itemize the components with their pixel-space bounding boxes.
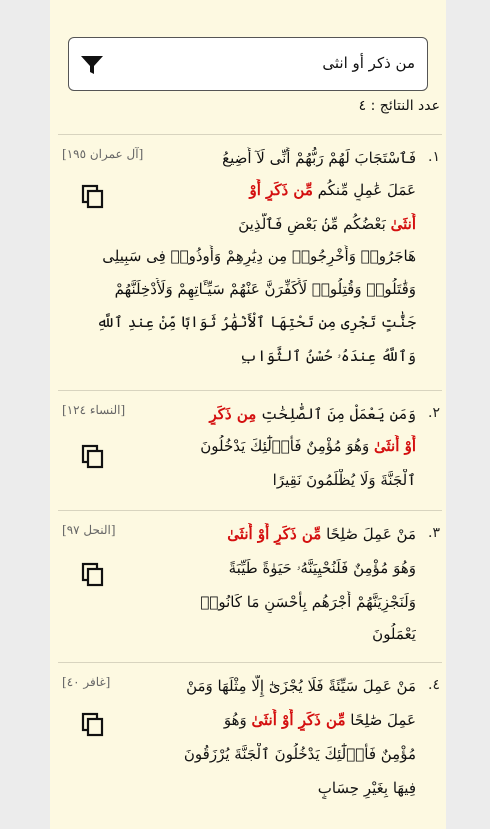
- verse-line: مُؤْمِنٌ فَأُو۟لَٰٓئِكَ يَدْخُلُونَ ٱلْجَنَّةَ يُرْزَقُونَ: [183, 745, 416, 763]
- verse-line: جَنَّٰتٍ تَجْرِى مِن تَحْتِهَا ٱلْأَنْهَٰرُ ثَوَابًا مِّنْ عِندِ ٱللَّهِ: [96, 313, 416, 331]
- right-margin: [446, 0, 490, 829]
- results-count-label: عدد النتائج :: [370, 98, 440, 114]
- result-item-1: [58, 134, 442, 384]
- verse-line: عَمِلَ صَٰلِحًا مِّن ذَكَرٍ أَوْ أُنثَىٰ وَهُوَ: [223, 711, 416, 729]
- result-item-4: [58, 662, 442, 812]
- results-page: [50, 0, 446, 829]
- results-count-value: ٤: [358, 98, 367, 114]
- left-margin: [0, 0, 50, 829]
- result-item-2: [58, 390, 442, 506]
- verse-line: عَمَلَ عَٰمِلٍ مِّنكُم مِّن ذَكَرٍ أَوْ: [249, 181, 416, 199]
- verse-line: وَمَن يَعْمَلْ مِنَ ٱلصَّٰلِحَٰتِ مِن ذَكَرٍ: [209, 405, 416, 423]
- verse-line: وَهُوَ مُؤْمِنٌ فَلَنُحْيِيَنَّهُۥ حَيَوٰةً طَيِّبَةً: [228, 559, 416, 577]
- verse-line: فَٱسْتَجَابَ لَهُمْ رَبُّهُمْ أَنِّى لَآ أُضِيعُ: [222, 149, 416, 167]
- result-item-3: [58, 510, 442, 658]
- copy-icon[interactable]: [80, 443, 106, 469]
- search-box[interactable]: [68, 37, 428, 91]
- verse-reference[interactable]: [غافر ٤٠]: [62, 675, 111, 689]
- verse-line: أُنثَىٰ بَعْضُكُم مِّنۢ بَعْضٍ فَٱلَّذِينَ: [238, 215, 416, 233]
- copy-icon[interactable]: [80, 711, 106, 737]
- result-number: ٢.: [428, 405, 440, 421]
- verse-line: مَنْ عَمِلَ صَٰلِحًا مِّن ذَكَرٍ أَوْ أُنثَىٰ: [227, 525, 416, 543]
- verse-line: وَلَنَجْزِيَنَّهُمْ أَجْرَهُم بِأَحْسَنِ مَا كَانُوا۟: [200, 593, 416, 611]
- result-number: ٤.: [428, 677, 440, 693]
- verse-line: ٱلْجَنَّةَ وَلَا يُظْلَمُونَ نَقِيرًا: [272, 471, 416, 489]
- filter-funnel-icon[interactable]: [79, 52, 105, 78]
- verse-reference[interactable]: [النساء ١٢٤]: [62, 403, 126, 417]
- verse-line: هَاجَرُوا۟ وَأُخْرِجُوا۟ مِن دِيَٰرِهِمْ وَأُوذُوا۟ فِى سَبِيلِى: [102, 247, 416, 265]
- verse-reference[interactable]: [النحل ٩٧]: [62, 523, 116, 537]
- search-query[interactable]: من ذكر أو انثى: [322, 54, 415, 72]
- verse-reference[interactable]: [آل عمران ١٩٥]: [62, 147, 144, 161]
- verse-line: وَٱللَّهُ عِندَهُۥ حُسْنُ ٱلثَّوَابِ: [239, 347, 416, 365]
- result-number: ١.: [428, 149, 440, 165]
- verse-line: مَنْ عَمِلَ سَيِّئَةً فَلَا يُجْزَىٰٓ إِلَّا مِثْلَهَا وَمَنْ: [186, 677, 416, 695]
- verse-line: وَقَٰتَلُوا۟ وَقُتِلُوا۟ لَأُكَفِّرَنَّ عَنْهُمْ سَيِّـَٔاتِهِمْ وَلَأُدْخِلَنَّهُمْ: [114, 280, 416, 298]
- verse-line: أَوْ أُنثَىٰ وَهُوَ مُؤْمِنٌ فَأُو۟لَٰٓئِكَ يَدْخُلُونَ: [200, 437, 416, 455]
- copy-icon[interactable]: [80, 183, 106, 209]
- result-number: ٣.: [428, 525, 440, 541]
- results-count: [359, 98, 440, 114]
- verse-line: فِيهَا بِغَيْرِ حِسَابٍ: [317, 779, 416, 797]
- verse-line: يَعْمَلُونَ: [372, 625, 416, 643]
- copy-icon[interactable]: [80, 561, 106, 587]
